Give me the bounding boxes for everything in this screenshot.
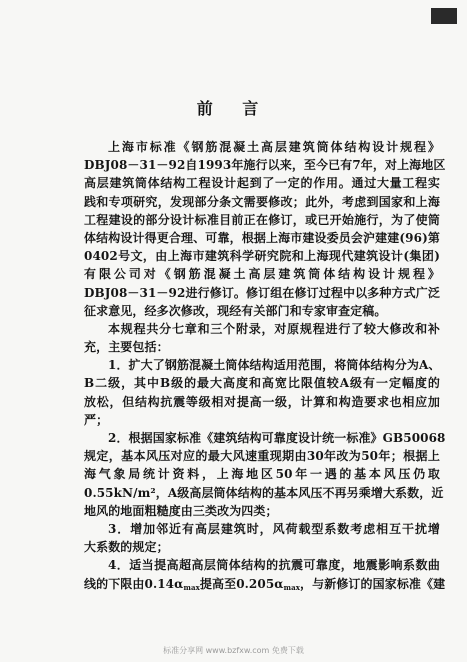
text-line: 大系数的规定；	[84, 540, 169, 555]
text-line: DBJ08－31－92自1993年施行以来，至今已有7年，对上海地区	[84, 158, 446, 173]
text-line: 海气象局统计资料，上海地区50年一遇的基本风压仍取	[84, 467, 440, 482]
text-line: 0.55kN/m²，A级高层筒体结构的基本风压不再另乘增大系数，近	[84, 485, 444, 500]
formula-text: ，与新修订的国家标准《建	[300, 576, 446, 591]
text-line: B二级，其中B级的最大高度和高宽比限值较A级有一定幅度的	[84, 376, 440, 391]
alpha-subscript: max	[183, 582, 200, 592]
scan-corner-mark	[431, 8, 457, 24]
text-line: 2．根据国家标准《建筑结构可靠度设计统一标准》GB50068	[108, 431, 446, 445]
text-line: 0402号文，由上海市建筑科学研究院和上海现代建筑设计(集团)	[84, 249, 440, 264]
text-line: 规定，基本风压对应的最大风速重现期由30年改为50年；根据上	[84, 449, 440, 464]
text-line: 体结构设计得更合理、可靠，根据上海市建设委员会沪建建(96)第	[84, 230, 440, 245]
text-line: 上海市标准《钢筋混凝土高层建筑筒体结构设计规程》	[108, 140, 440, 154]
formula-text: 提高至0.205α	[199, 576, 284, 591]
text-line-formula	[84, 575, 446, 593]
text-line: 本规程共分七章和三个附录，对原规程进行了较大修改和补	[108, 321, 440, 336]
body-text	[84, 138, 446, 593]
alpha-subscript: max	[283, 582, 301, 592]
page-title: 前 言	[196, 99, 271, 118]
text-line: 4．适当提高超高层筒体结构的抗震可靠度，地震影响系数曲	[108, 558, 440, 573]
text-line: 工程建设的部分设计标准目前正在修订，或已开始施行，为了使筒	[84, 212, 440, 227]
formula-text: 线的下限由0.14α	[84, 576, 184, 591]
text-line: 有限公司对《钢筋混凝土高层建筑筒体结构设计规程》	[84, 267, 440, 282]
text-line: 严；	[84, 412, 109, 427]
text-line: 1．扩大了钢筋混凝土筒体结构适用范围，将筒体结构分为A、	[108, 358, 441, 373]
footer-watermark: 标准分享网 www.bzfxw.com 免费下载	[163, 646, 304, 655]
text-line: 3．增加邻近有高层建筑时，风荷载型系数考虑相互干扰增	[108, 521, 440, 536]
text-line: 充，主要包括：	[84, 340, 169, 355]
text-line: DBJ08－31－92进行修订。修订组在修订过程中以多种方式广泛	[84, 285, 440, 300]
text-line: 高层建筑筒体结构工程设计起到了一定的作用。通过大量工程实	[84, 176, 440, 191]
text-line: 征求意见，经多次修改，现经有关部门和专家审查定稿。	[84, 303, 387, 318]
text-line: 地风的地面粗糙度由三类改为四类；	[84, 503, 278, 518]
text-line: 践和专项研究，发现部分条文需要修改；此外，考虑到国家和上海	[84, 194, 440, 209]
text-line: 放松，但结构抗震等级相对提高一级，计算和构造要求也相应加	[84, 394, 440, 409]
